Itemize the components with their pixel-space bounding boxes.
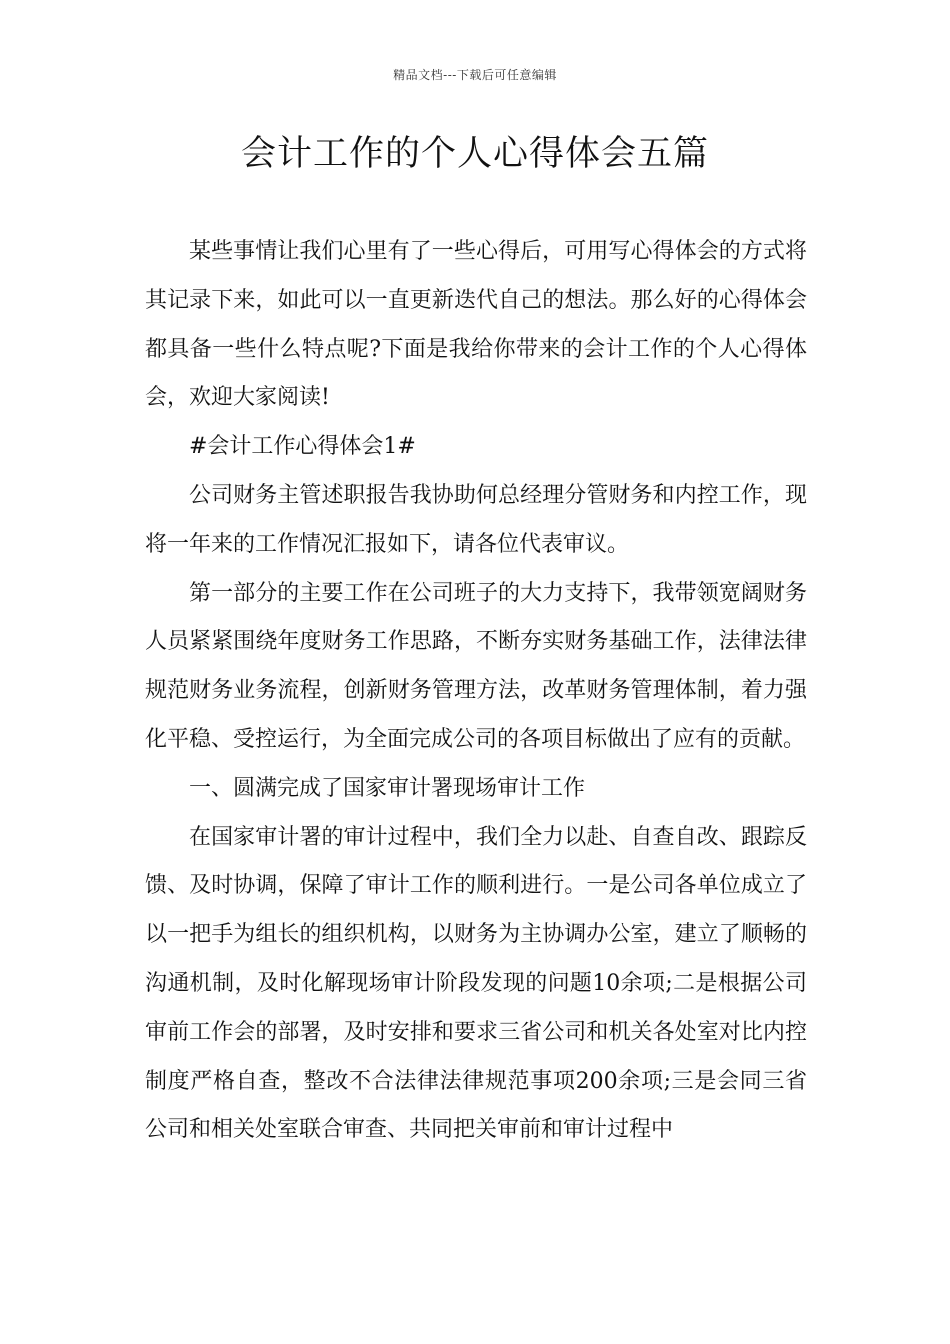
- paragraph: 第一部分的主要工作在公司班子的大力支持下，我带领宽阔财务人员紧紧围绕年度财务工作思路，不断夯实财务基础工作，法律法律规范财务业务流程，创新财务管理方法，改革财务管理体制，着力强化平稳、受控运行，为全面完成公司的各项目标做出了应有的贡献。: [145, 580, 807, 752]
- paragraph-subheading: 一、圆满完成了国家审计署现场审计工作: [189, 775, 586, 801]
- document-body: [145, 228, 807, 1155]
- paragraph-section-heading: #会计工作心得体会1#: [189, 434, 416, 460]
- paragraph: 在国家审计署的审计过程中，我们全力以赴、自查自改、跟踪反馈、及时协调，保障了审计工作的顺利进行。一是公司各单位成立了以一把手为组长的组织机构，以财务为主协调办公室，建立了顺畅的沟通机制，及时化解现场审计阶段发现的问题10余项;二是根据公司审前工作会的部署，及时安排和要求三省公司和机关各处室对比内控制度严格自查，整改不合法律法律规范事项200余项;三是会同三省公司和相关处室联合审查、共同把关审前和审计过程中: [145, 824, 807, 1143]
- paragraph-intro: 某些事情让我们心里有了一些心得后，可用写心得体会的方式将其记录下来，如此可以一直更新迭代自己的想法。那么好的心得体会都具备一些什么特点呢?下面是我给你带来的会计工作的个人心得体会，欢迎大家阅读!: [145, 239, 807, 411]
- header-note: 精品文档---下载后可任意编辑: [393, 68, 557, 82]
- paragraph: 公司财务主管述职报告我协助何总经理分管财务和内控工作，现将一年来的工作情况汇报如下，请各位代表审议。: [145, 482, 807, 557]
- document-title: 会计工作的个人心得体会五篇: [240, 134, 709, 174]
